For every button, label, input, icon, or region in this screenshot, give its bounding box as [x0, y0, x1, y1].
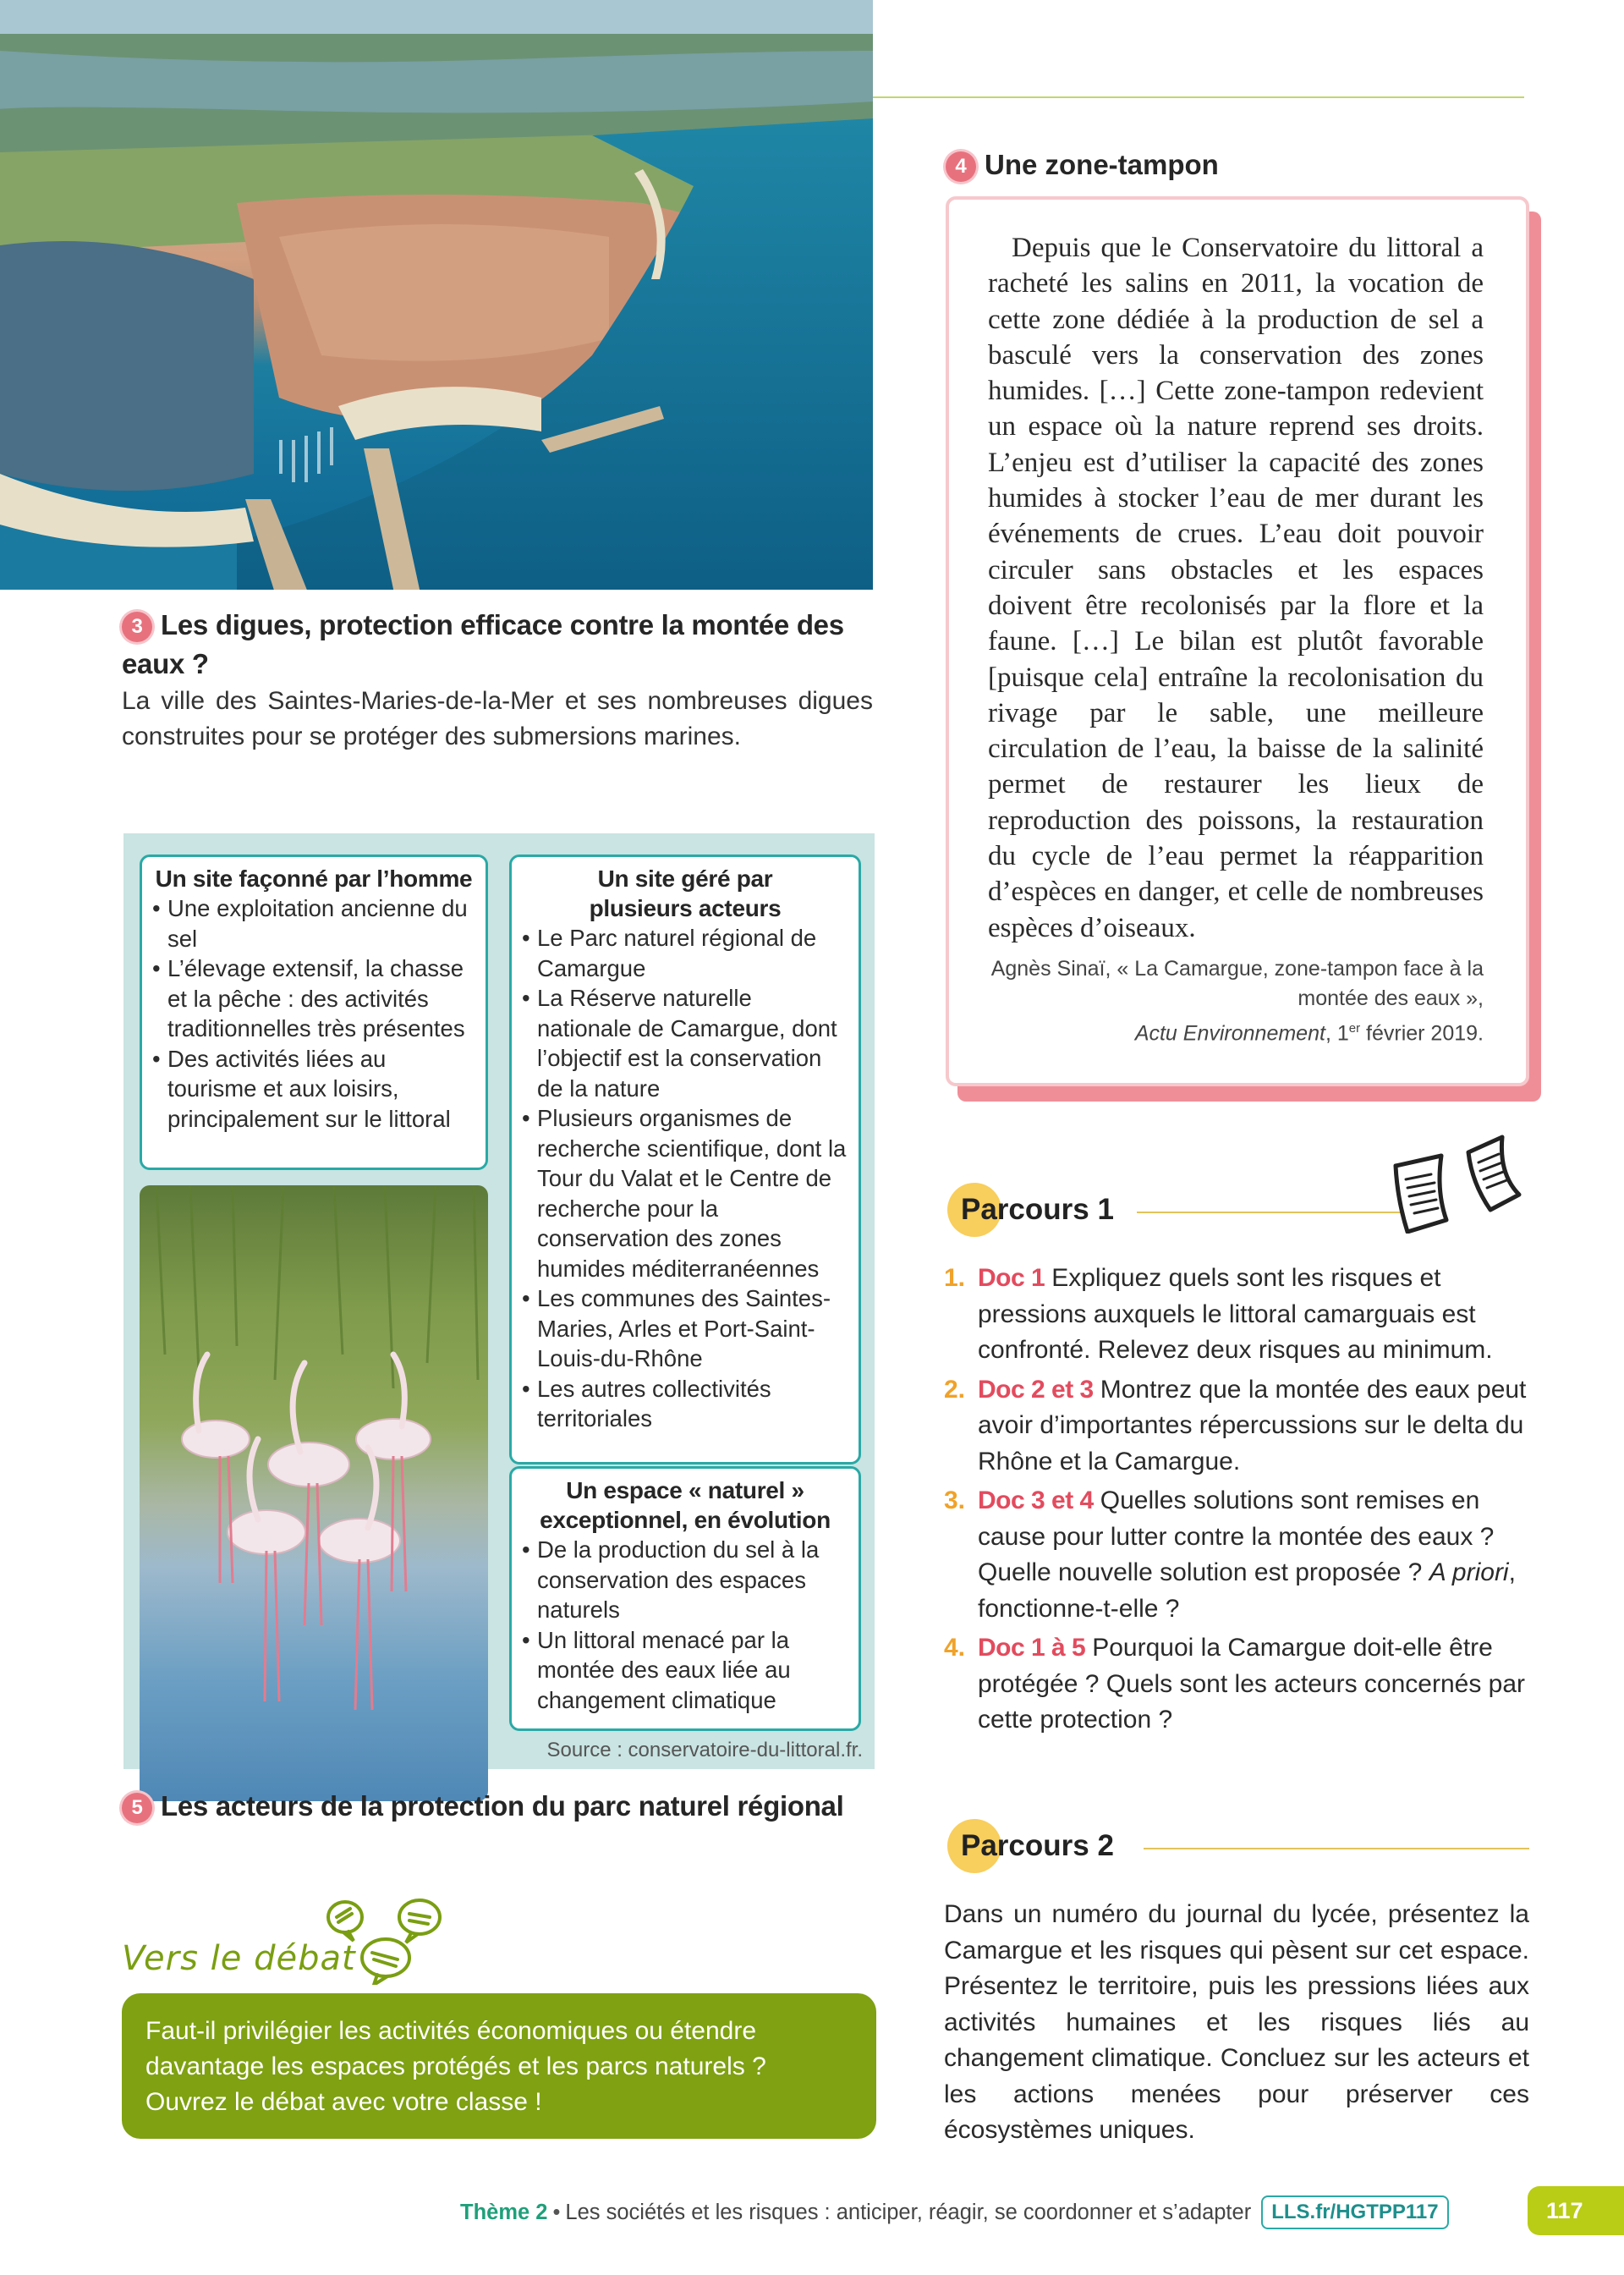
citation-date-suffix: février 2019.: [1360, 1021, 1484, 1046]
card-site-gere: [509, 854, 861, 1464]
doc5-title-text: Les acteurs de la protection du parc naturel régional: [161, 1790, 844, 1822]
card-item: • Un littoral menacé par la montée des eaux liée au changement climatique: [522, 1625, 848, 1716]
card-item: • Une exploitation ancienne du sel: [152, 893, 475, 953]
doc4-body-text: Depuis que le Conservatoire du littoral a racheté les salins en 2011, la vocation de cette zone dédiée à la production de sel a basculé vers la conservation des zones humides. […] Cette zone-tampon redevient un espace où la nature reprend ses droits. L’enjeu est d’utiliser la capacité des zones humides à stocker l’eau de mer durant les événements de crues. L’eau doit pouvoir circuler sans obstacles et les espaces doivent être recolonisés par la flore et la faune. […] Le bilan est plutôt favorable [puisque cela] entraîne la recolonisation du rivage par le sable, une meilleure circulation de l’eau, la baisse de la salinité permet de restaurer les lieux de reproduction des poissons, la restauration du cycle de l’eau permet la réapparition d’espèces en danger, et celle de nombreuses espèces d’oiseaux.: [988, 233, 1484, 943]
question-2: [944, 1372, 1536, 1481]
question-4: [944, 1630, 1536, 1739]
question-number: 2.: [944, 1375, 966, 1404]
question-1: [944, 1261, 1536, 1369]
question-doc-ref: Doc 1: [978, 1264, 1045, 1292]
question-number: 1.: [944, 1264, 966, 1292]
card-list: [522, 1535, 848, 1715]
speech-bubbles-icon: [318, 1892, 453, 1989]
doc5-source: Source : conservatoire-du-littoral.fr.: [546, 1739, 863, 1761]
card-item: • Plusieurs organismes de recherche scientifique, dont la Tour du Valat et le Centre de recherche pour la conservation des zones humides méditerranéennes: [522, 1103, 848, 1283]
card-heading: Un site façonné par l’homme: [155, 865, 473, 892]
card-espace-naturel: [509, 1466, 861, 1731]
card-item: • Des activités liées au tourisme et aux loisirs, principalement sur le littoral: [152, 1044, 475, 1135]
question-text: Quelles solutions sont remises en cause pour lutter contre la montée des eaux ? Quelle nouvelle solution est proposée ?: [978, 1486, 1495, 1586]
doc5-number-badge: 5: [122, 1793, 152, 1823]
doc5-title: [122, 1787, 883, 1826]
citation-date-prefix: , 1: [1325, 1021, 1349, 1046]
citation-author-title: Agnès Sinaï, « La Camargue, zone-tampon face à la montée des eaux »,: [990, 957, 1484, 1010]
question-text: Expliquez quels sont les risques et pressions auxquels le littoral camarguais est confronté. Relevez deux risques au minimum.: [978, 1264, 1493, 1364]
card-list: [522, 923, 848, 1434]
doc4-number-badge: 4: [946, 151, 976, 182]
doc3-title-text: Les digues, protection efficace contre la montée des eaux ?: [122, 609, 844, 679]
question-doc-ref: Doc 3 et 4: [978, 1486, 1094, 1514]
papers-icon: [1392, 1132, 1528, 1238]
card-heading: Un site géré par plusieurs acteurs: [589, 865, 782, 921]
card-item: • Le Parc naturel régional de Camargue: [522, 923, 848, 983]
page-footer: [460, 2191, 1449, 2234]
question-3: [944, 1483, 1536, 1627]
doc3-caption: La ville des Saintes-Maries-de-la-Mer et ses nombreuses digues construites pour se protéger des submersions marines.: [122, 687, 873, 750]
flamingo-illustration: [140, 1185, 488, 1801]
doc4-title-text: Une zone-tampon: [985, 149, 1219, 180]
question-doc-ref: Doc 2 et 3: [978, 1375, 1094, 1404]
card-item: • Les communes des Saintes-Maries, Arles et Port-Saint-Louis-du-Rhône: [522, 1283, 848, 1374]
question-text: Montrez que la montée des eaux peut avoir d’importantes répercussions sur le delta du Rhône et la Camargue.: [978, 1375, 1527, 1475]
doc4-citation: [988, 954, 1484, 1048]
footer-subtitle: Les sociétés et les risques : anticiper, réagir, se coordonner et s’adapter: [565, 2200, 1252, 2224]
question-text-italic: A priori: [1429, 1558, 1509, 1586]
footer-link[interactable]: LLS.fr/HGTPP117: [1261, 2195, 1448, 2229]
parcours1-heading: [947, 1183, 1114, 1237]
debate-heading: Vers le débat: [122, 1939, 356, 1978]
card-item: • L’élevage extensif, la chasse et la pêche : des activités traditionnelles très présentes: [152, 953, 475, 1044]
card-item: • La Réserve naturelle nationale de Camargue, dont l’objectif est la conservation de la nature: [522, 983, 848, 1103]
question-text-end: , fonctionne-t-elle ?: [978, 1558, 1516, 1623]
parcours1-label: Parcours 1: [961, 1193, 1114, 1226]
flamingo-photo: [140, 1185, 488, 1801]
question-number: 3.: [944, 1486, 966, 1514]
parcours1-rule: [1137, 1212, 1406, 1213]
parcours2-label: Parcours 2: [961, 1829, 1114, 1862]
page-number: 117: [1528, 2186, 1624, 2235]
card-list: [152, 893, 475, 1134]
card-item: • De la production du sel à la conservation des espaces naturels: [522, 1535, 848, 1625]
card-item: • Les autres collectivités territoriales: [522, 1374, 848, 1434]
parcours2-rule: [1144, 1848, 1529, 1849]
doc5-panel: [123, 833, 875, 1769]
card-heading: Un espace « naturel » exceptionnel, en évolution: [540, 1477, 831, 1533]
citation-publication: Actu Environnement: [1134, 1021, 1325, 1046]
parcours2-heading: [947, 1819, 1114, 1873]
question-doc-ref: Doc 1 à 5: [978, 1634, 1086, 1662]
card-site-faconne: [140, 854, 488, 1170]
aerial-photo-illustration: [0, 0, 873, 590]
footer-bullet: •: [552, 2200, 561, 2224]
citation-date-sup: er: [1348, 1021, 1361, 1036]
aerial-photo-saintes-maries: [0, 0, 873, 590]
debate-box: Faut-il privilégier les activités économiques ou étendre davantage les espaces protégés et les parcs naturels ? Ouvrez le débat avec votre classe !: [122, 1993, 876, 2139]
question-text: Pourquoi la Camargue doit-elle être protégée ? Quels sont les acteurs concernés par cette protection ?: [978, 1634, 1526, 1734]
doc3-title: [122, 606, 883, 684]
question-number: 4.: [944, 1634, 966, 1662]
doc3-number-badge: 3: [122, 612, 152, 642]
doc4-title: [946, 146, 1219, 184]
parcours1-questions: [944, 1261, 1536, 1742]
header-rule: [873, 96, 1524, 98]
parcours2-text: Dans un numéro du journal du lycée, présentez la Camargue et les risques qui pèsent sur cet espace. Présentez le territoire, puis les pressions liées aux activités humaines et les risques liés au changement climatique. Concluez sur les acteurs et les actions menées pour préserver ces écosystèmes uniques.: [944, 1900, 1529, 2144]
footer-theme: Thème 2: [460, 2200, 548, 2224]
